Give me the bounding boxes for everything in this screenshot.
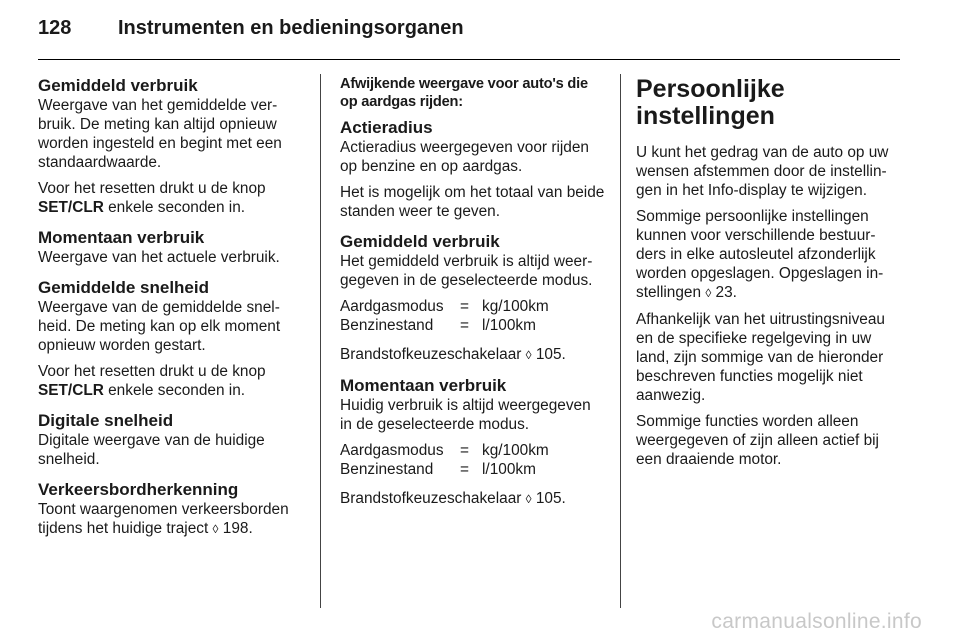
section-instant-consumption-cng [340,376,605,509]
paragraph: Brandstofkeuzeschakelaar ◊ 105. [340,346,566,363]
reset-instruction: Voor het resetten drukt u de knop SET/CLR enkele seconden in. [38,180,266,216]
section-heading: Digitale snelheid [38,411,174,430]
section-traffic-sign-recognition [38,480,308,539]
section-heading: Gemiddeld verbruik [340,232,500,251]
section-heading: Momentaan verbruik [340,376,507,395]
reset-instruction: Voor het resetten drukt u de knop SET/CLR enkele seconden in. [38,363,266,399]
section-average-speed [38,278,308,400]
paragraph: Actieradius weergegeven voor rijden op benzine en op aardgas. [340,139,589,175]
page-reference-link[interactable]: 23. [715,284,737,301]
section-heading: Gemiddeld verbruik [38,76,198,95]
column-divider-1 [320,74,321,608]
page-reference-link[interactable]: 198. [222,520,253,537]
table-row: Aardgasmodus = kg/100km [340,442,549,459]
watermark: carmanualsonline.info [711,610,922,633]
paragraph: Huidig verbruik is altijd weergegeven in de geselecteerde modus. [340,397,591,433]
column-3 [636,76,904,476]
section-average-consumption [38,76,308,217]
paragraph: Sommige functies worden alleen weergegeven of zijn alleen actief bij een draaiende motor. [636,413,879,468]
paragraph: Digitale weergave van de huidige snelheid. [38,432,265,468]
column-1 [38,76,308,550]
section-average-consumption-cng [340,232,605,365]
column-divider-2 [620,74,621,608]
intro-heading: Afwijkende weergave voor auto's die op aardgas rijden: [340,76,588,110]
section-range [340,118,605,221]
page-reference-icon: ◊ [525,348,532,362]
paragraph: Afhankelijk van het uitrustingsniveau en de specifieke regelgeving in uw land, zijn sommige van de hieronder beschreven functies mogelijk niet aanwezig. [636,311,885,404]
section-heading: Gemiddelde snelheid [38,278,209,297]
set-clr-key: SET/CLR [38,199,104,216]
paragraph: Toont waargenomen verkeersborden tijdens het huidige traject ◊ 198. [38,501,289,537]
paragraph: Weergave van het gemiddelde ver‐ bruik. De meting kan altijd opnieuw worden ingesteld en begint met een standaardwaarde. [38,97,282,171]
paragraph: Sommige persoonlijke instellingen kunnen voor verschillende bestuur‐ ders in elke autosleutel afzonderlijk worden opgeslagen. Opgeslagen in‐ stellingen ◊ 23. [636,208,884,301]
page-reference-icon: ◊ [212,522,219,536]
paragraph: Het is mogelijk om het totaal van beide standen weer te geven. [340,184,605,220]
column-2 [340,76,605,520]
section-digital-speed [38,411,308,469]
table-row: Benzinestand = l/100km [340,461,536,478]
section-heading: Verkeersbordherkenning [38,480,239,499]
section-instant-consumption [38,228,308,267]
header-rule [38,59,900,60]
unit-table [340,297,549,335]
set-clr-key: SET/CLR [38,382,104,399]
paragraph: U kunt het gedrag van de auto op uw wensen afstemmen door de instellin‐ gen in het Info-display te wijzigen. [636,144,889,199]
paragraph: Weergave van de gemiddelde snel‐ heid. De meting kan op elk moment opnieuw worden gestart. [38,299,281,354]
page-reference-icon: ◊ [525,492,532,506]
chapter-heading: Persoonlijke instellingen [636,75,785,130]
page-header-title: Instrumenten en bedieningsorganen [118,17,464,39]
page-number: 128 [38,17,72,39]
section-heading: Momentaan verbruik [38,228,205,247]
page-reference-link[interactable]: 105. [535,346,566,363]
page-reference-link[interactable]: 105. [535,490,566,507]
paragraph: Weergave van het actuele verbruik. [38,249,280,266]
table-row: Aardgasmodus = kg/100km [340,298,549,315]
table-row: Benzinestand = l/100km [340,317,536,334]
section-heading: Actieradius [340,118,433,137]
unit-table [340,441,549,479]
paragraph: Brandstofkeuzeschakelaar ◊ 105. [340,490,566,507]
paragraph: Het gemiddeld verbruik is altijd weer‐ gegeven in de geselecteerde modus. [340,253,593,289]
page-reference-icon: ◊ [705,286,712,300]
